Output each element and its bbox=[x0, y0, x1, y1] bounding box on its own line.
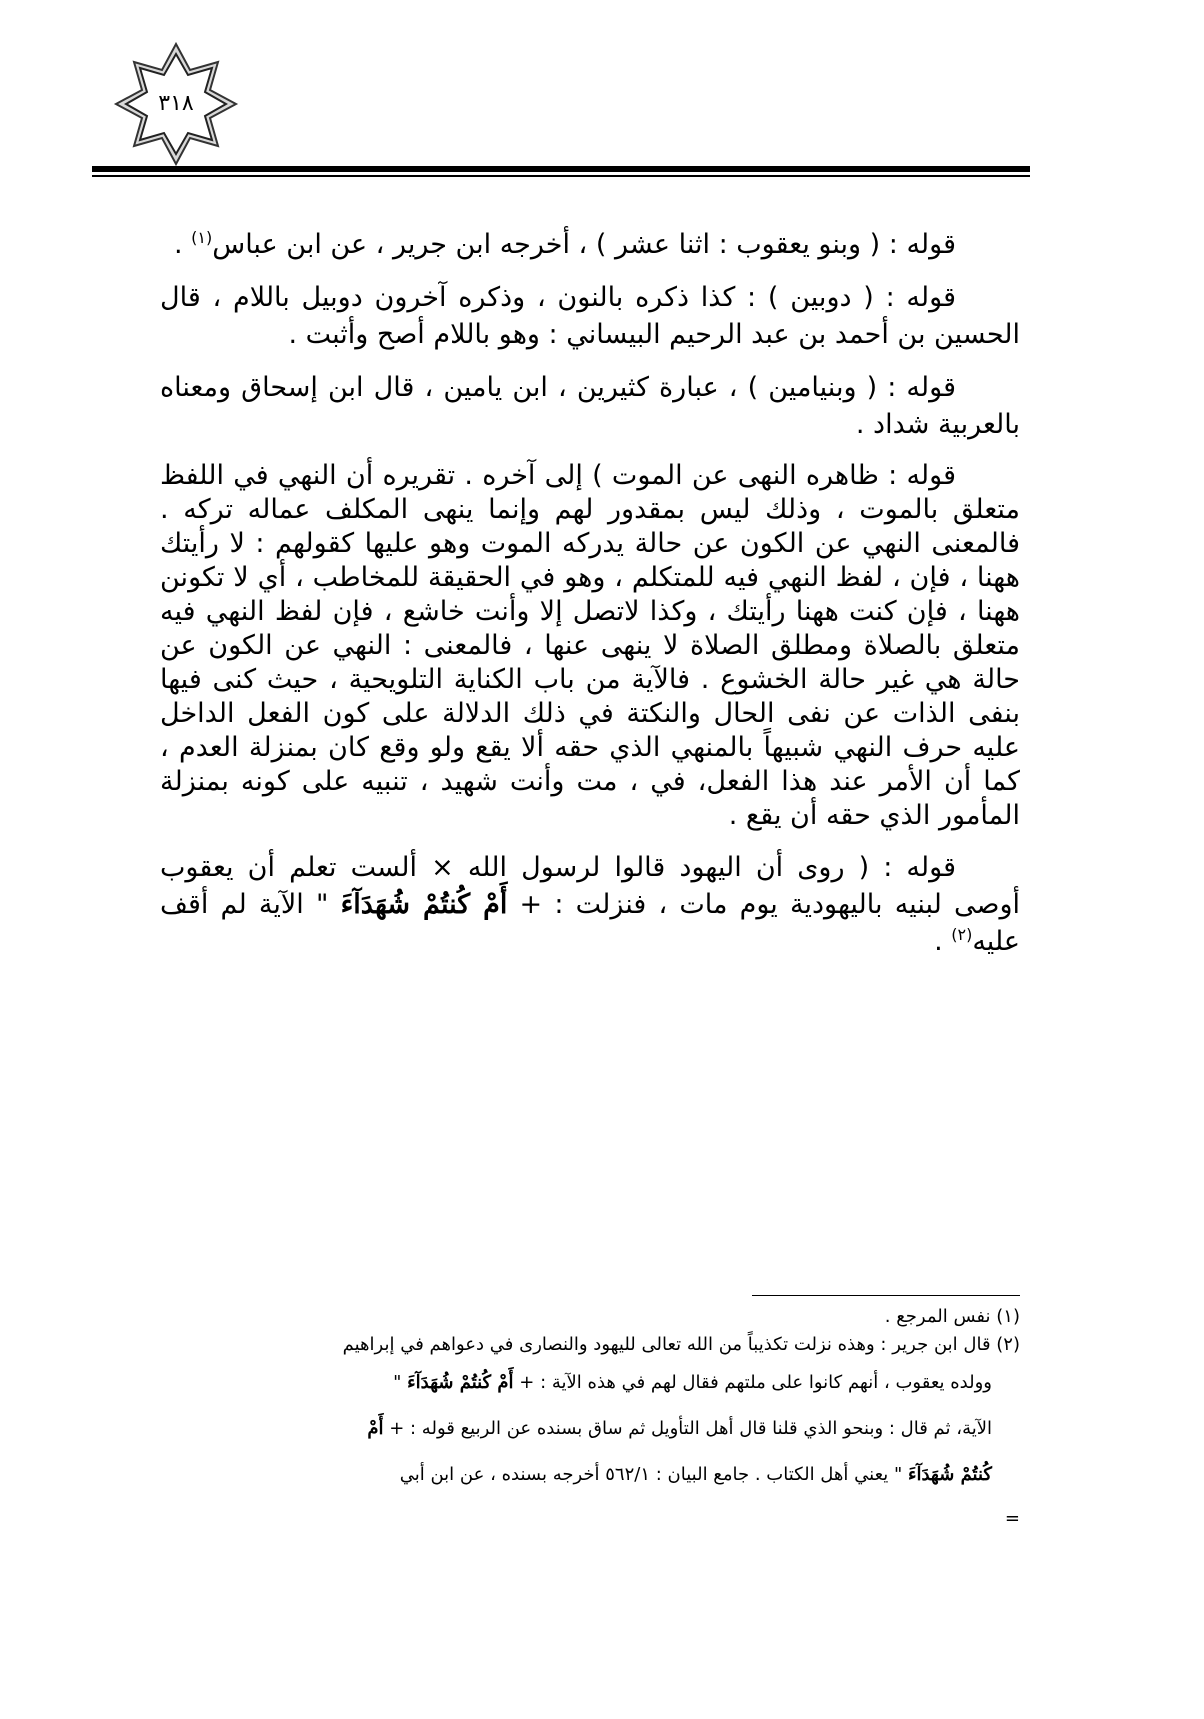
footnote-quran-verse: أَمْ كُنتُمْ شُهَدَآءَ bbox=[407, 1372, 514, 1393]
paragraph-5 bbox=[160, 849, 1020, 960]
header-rule-thick bbox=[92, 166, 1030, 172]
paragraph-1-end: . bbox=[173, 229, 192, 260]
paragraph-5-text: قوله : ( روى أن اليهود قالوا لرسول الله × ألست تعلم أن يعقوب أوصى لبنيه باليهودية يوم مات ، فنزلت : + bbox=[160, 852, 1020, 920]
page-number: ٣١٨ bbox=[158, 91, 194, 116]
footnote-ref-2[interactable]: (٢) bbox=[951, 925, 973, 944]
continuation-mark: = bbox=[1004, 1508, 1020, 1529]
footnote-2-text: وولده يعقوب ، أنهم كانوا على ملتهم فقال لهم في هذه الآية : + bbox=[513, 1372, 992, 1393]
footnote-2-quote: " bbox=[393, 1372, 408, 1393]
footnote-1: (١) نفس المرجع . bbox=[884, 1306, 1020, 1327]
paragraph-1 bbox=[160, 226, 1020, 263]
footnote-2-line-2 bbox=[160, 1360, 1020, 1406]
footnotes bbox=[160, 1304, 1020, 1532]
paragraph-1-text: قوله : ( وبنو يعقوب : اثنا عشر ) ، أخرجه ابن جرير ، عن ابن عباس bbox=[212, 229, 956, 260]
footnote-2-line-3 bbox=[160, 1406, 1020, 1452]
main-text bbox=[160, 226, 1020, 976]
footnote-quran-verse-end: كُنتُمْ شُهَدَآءَ bbox=[908, 1464, 992, 1485]
footnote-2-line-4 bbox=[160, 1452, 1020, 1498]
quran-verse: أَمْ كُنتُمْ شُهَدَآءَ bbox=[340, 889, 508, 920]
footnote-ref-1[interactable]: (١) bbox=[191, 228, 213, 247]
footnote-quran-verse-start: أَمْ bbox=[367, 1418, 384, 1439]
paragraph-3: قوله : ( وبنيامين ) ، عبارة كثيرين ، ابن يامين ، قال ابن إسحاق ومعناه بالعربية شداد . bbox=[160, 372, 1020, 440]
footnote-2-text-3: الآية، ثم قال : وبنحو الذي قلنا قال أهل التأويل ثم ساق بسنده عن الربيع قوله : + bbox=[383, 1418, 992, 1439]
footnote-2-text-4: " يعني أهل الكتاب . جامع البيان : ٥٦٢/١ أخرجه بسنده ، عن ابن أبي bbox=[399, 1464, 909, 1485]
footnote-separator bbox=[752, 1295, 1020, 1296]
page-number-ornament bbox=[112, 40, 240, 168]
header-rule-thin bbox=[92, 175, 1030, 177]
footnote-2-line-1: (٢) قال ابن جرير : وهذه نزلت تكذيباً من الله تعالى لليهود والنصارى في دعواهم في إبراهيم bbox=[342, 1334, 1020, 1355]
paragraph-2: قوله : ( دوبين ) : كذا ذكره بالنون ، وذكره آخرون دوبيل باللام ، قال الحسين بن أحمد بن عبد الرحيم البيساني : وهو باللام أصح وأثبت . bbox=[160, 282, 1020, 350]
paragraph-5-end: . bbox=[934, 926, 952, 957]
paragraph-5-text-after: " الآية لم أقف عليه bbox=[160, 889, 1020, 957]
paragraph-4: قوله : ظاهره النهى عن الموت ) إلى آخره . تقريره أن النهي في اللفظ متعلق بالموت ، وذلك ليس بمقدور لهم وإنما ينهى المكلف عماله تركه . فالمعنى النهي عن الكون عن حالة يدركه الموت وهو عليها كقولهم : لا رأيتك ههنا ، فإن ، لفظ النهي فيه للمتكلم ، وهو في الحقيقة للمخاطب ، أي لا تكونن ههنا ، فإن كنت ههنا رأيتك ، وكذا لاتصل إلا وأنت خاشع ، فإن لفظ النهي فيه متعلق بالصلاة ومطلق الصلاة لا ينهى عنها ، فالمعنى : النهي عن الكون عن حالة هي غير حالة الخشوع . فالآية من باب الكناية التلويحية ، حيث كنى فيها بنفى الذات عن نفى الحال والنكتة في ذلك الدلالة على كون الفعل الداخل عليه حرف النهي شبيهاً بالمنهي الذي حقه ألا يقع ولو وقع كان بمنزلة العدم ، كما أن الأمر عند هذا الفعل، في ، مت وأنت شهيد ، تنبيه على كونه بمنزلة المأمور الذي حقه أن يقع . bbox=[160, 460, 1020, 831]
